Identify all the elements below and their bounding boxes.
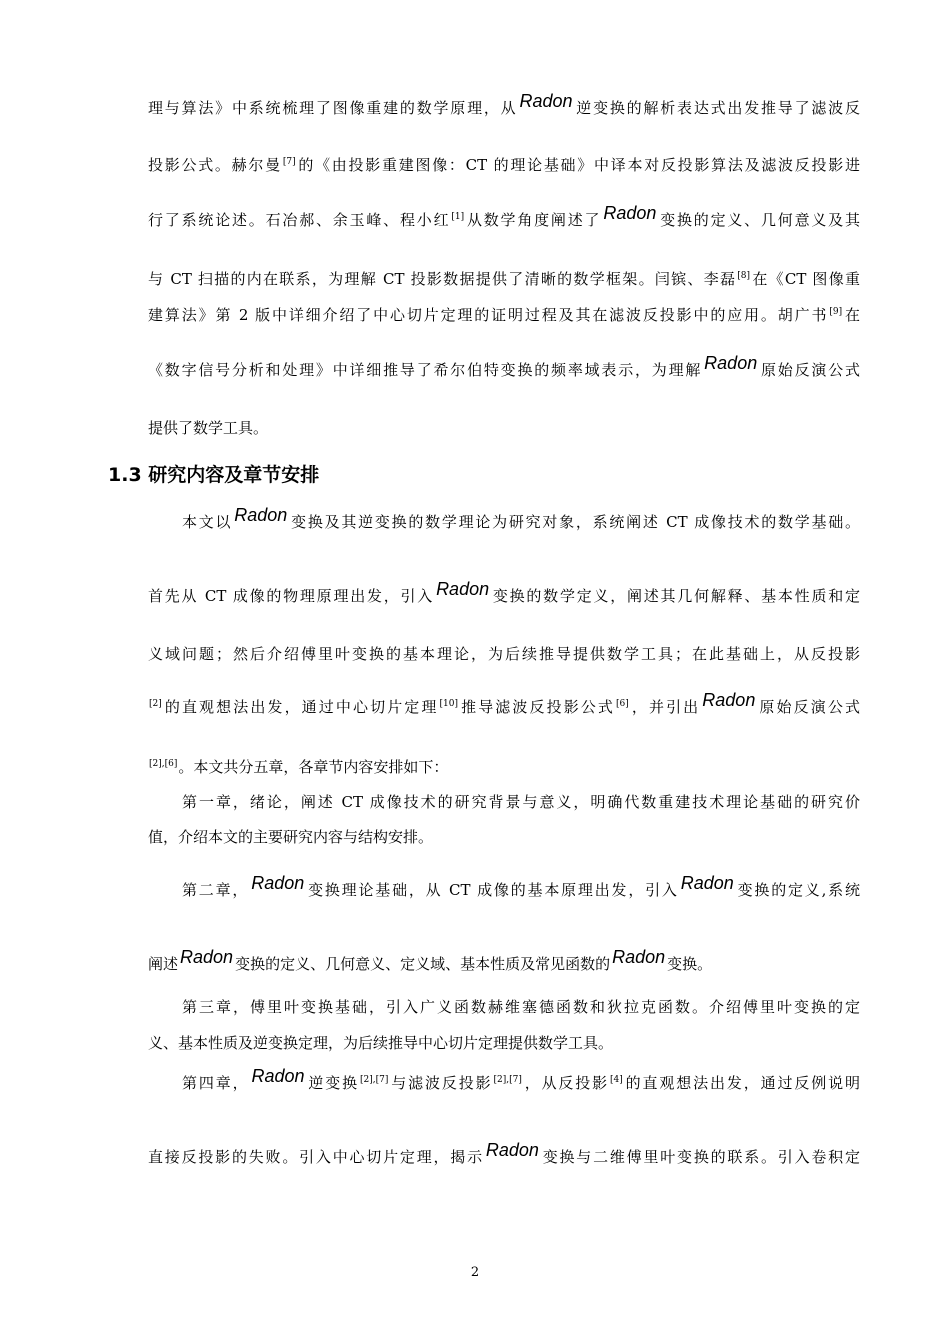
radon-term: Radon: [702, 690, 756, 710]
radon-term: Radon: [251, 1066, 305, 1086]
text-line: 义、基本性质及逆变换定理，为后续推导中心切片定理提供数学工具。: [148, 1034, 614, 1052]
text-line: 建算法》第 2 版中详细介绍了中心切片定理的证明过程及其在滤波反投影中的应用。胡广书[9]在: [148, 306, 860, 324]
radon-term: Radon: [704, 353, 758, 373]
citation: [6]: [616, 699, 629, 709]
radon-term: Radon: [234, 505, 288, 525]
text-line: 值，介绍本文的主要研究内容与结构安排。: [148, 828, 434, 846]
radon-term: Radon: [251, 873, 305, 893]
text-line: 与 CT 扫描的内在联系，为理解 CT 投影数据提供了清晰的数学框架。闫镔、李磊[8]在《CT 图像重: [148, 270, 860, 288]
text-line: [2]的直观想法出发，通过中心切片定理[10]推导滤波反投影公式[6]，并引出 Radon 原始反演公式: [149, 690, 860, 716]
radon-term: Radon: [680, 873, 734, 893]
radon-term: Radon: [519, 91, 573, 111]
radon-term: Radon: [612, 947, 666, 967]
citation: [1]: [451, 212, 465, 222]
text-line: 本文以 Radon 变换及其逆变换的数学理论为研究对象，系统阐述 CT 成像技术的数学基础。: [182, 505, 860, 531]
radon-term: Radon: [436, 579, 490, 599]
citation: [7]: [282, 157, 296, 167]
text-line: 直接反投影的失败。引入中心切片定理，揭示 Radon 变换与二维傅里叶变换的联系。引入卷积定: [148, 1140, 860, 1166]
text-line: 投影公式。赫尔曼[7]的《由投影重建图像：CT 的理论基础》中译本对反投影算法及滤波反投影进: [148, 156, 860, 174]
citation: [10]: [439, 699, 458, 709]
citation: [8]: [737, 271, 751, 281]
radon-term: Radon: [485, 1140, 539, 1160]
citation: [2],[7]: [360, 1075, 389, 1085]
text-line: 第二章， Radon 变换理论基础，从 CT 成像的基本原理出发，引入 Radon 变换的定义,系统: [182, 873, 860, 899]
text-line: 提供了数学工具。: [148, 419, 269, 437]
text-line: 首先从 CT 成像的物理原理出发，引入 Radon 变换的数学定义，阐述其几何解释、基本性质和定: [148, 579, 860, 605]
text-line: 第三章，傅里叶变换基础，引入广义函数赫维塞德函数和狄拉克函数。介绍傅里叶变换的定: [182, 998, 860, 1016]
text-line: 理与算法》中系统梳理了图像重建的数学原理，从 Radon 逆变换的解析表达式出发推导了滤波反: [148, 91, 860, 117]
radon-term: Radon: [603, 203, 657, 223]
text-line: 义域问题；然后介绍傅里叶变换的基本理论，为后续推导提供数学工具；在此基础上，从反投影: [148, 645, 860, 663]
text-line: 《数字信号分析和处理》中详细推导了希尔伯特变换的频率域表示，为理解 Radon 原始反演公式: [148, 353, 860, 379]
radon-term: Radon: [180, 947, 234, 967]
citation: [2],[7]: [493, 1075, 522, 1085]
text-line: 第一章，绪论，阐述 CT 成像技术的研究背景与意义，明确代数重建技术理论基础的研究价: [182, 793, 860, 811]
citation: [2]: [149, 699, 162, 709]
citation: [4]: [610, 1075, 623, 1085]
text-line: [2],[6]。本文共分五章，各章节内容安排如下：: [149, 758, 449, 776]
text-line: 阐述 Radon 变换的定义、几何意义、定义域、基本性质及常见函数的 Radon 变换。: [148, 947, 713, 973]
section-heading: 1.3 研究内容及章节安排: [108, 464, 320, 486]
citation: [2],[6]: [149, 759, 178, 769]
citation: [9]: [829, 307, 843, 317]
page-number: 2: [470, 1265, 480, 1280]
text-line: 第四章， Radon 逆变换[2],[7]与滤波反投影[2],[7]，从反投影[4]的直观想法出发，通过反例说明: [182, 1066, 860, 1092]
text-line: 行了系统论述。石冶郝、余玉峰、程小红[1]从数学角度阐述了 Radon 变换的定义、几何意义及其: [148, 203, 860, 229]
